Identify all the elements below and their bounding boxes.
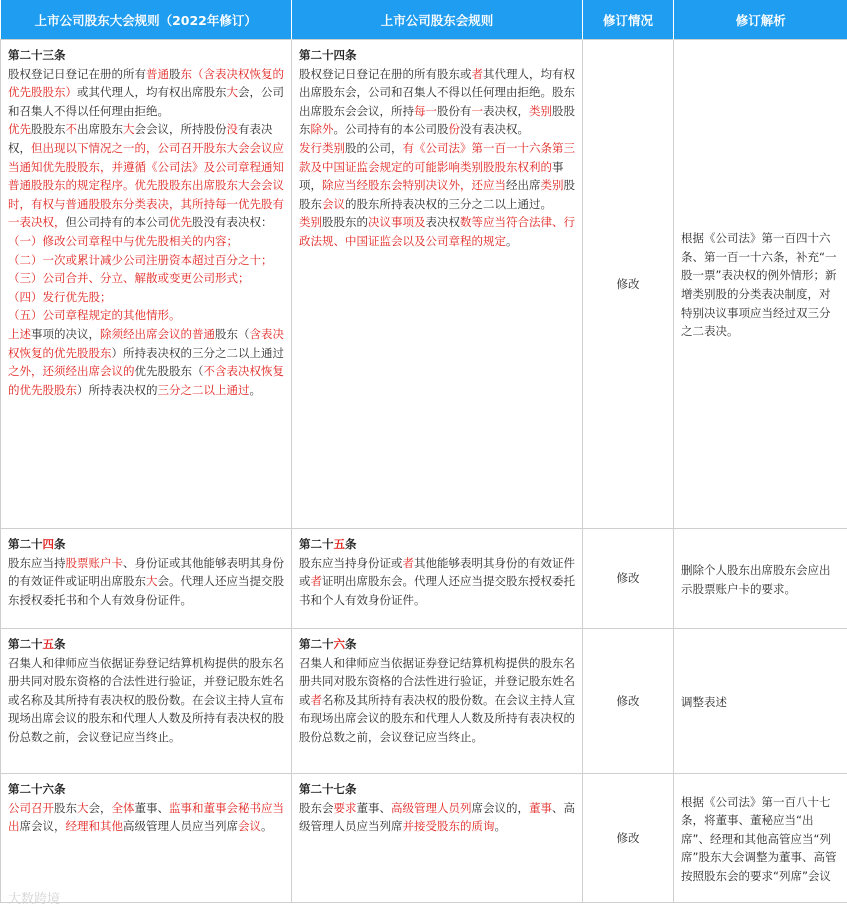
- analysis-cell: 根据《公司法》第一百四十六条、第一百一十六条，补充“一股一票”表决权的例外情形；新增类别股的分类表决制度，对特别决议事项应当经过双三分之二表决。: [674, 40, 847, 529]
- clause-text: 董事、: [356, 800, 391, 815]
- old-article-cell: [1, 529, 292, 629]
- clause-text: 股: [169, 66, 181, 81]
- clause-text: 会会议，所持股份: [134, 122, 227, 137]
- clause-text: 除外: [310, 122, 334, 137]
- clause-text: 表决权，: [483, 103, 529, 118]
- clause-text: （三）公司合并、分立、解散或变更公司形式；: [8, 271, 250, 286]
- article-number: 第二十: [299, 537, 334, 551]
- article-number: 第二十七条: [299, 782, 357, 796]
- clause-text: 不含表决权恢复的优先股股东: [8, 364, 284, 397]
- clause-text: 大: [226, 85, 238, 100]
- article-number: 第二十: [299, 637, 334, 651]
- clause-text: 股东（: [215, 326, 250, 341]
- clause-text: 会议: [238, 819, 261, 834]
- clause-text: 。公司持有的本公司股: [333, 122, 449, 137]
- clause-text: 除须经出席会议的普通: [100, 326, 215, 341]
- article-number: 条: [54, 537, 66, 551]
- clause-text: 股的公司，: [345, 140, 403, 155]
- clause-text: ）所持表决权的: [77, 382, 158, 397]
- clause-text: 。: [261, 819, 273, 834]
- article-number: 五: [333, 537, 345, 551]
- clause-text: 召集人和律师应当依据证券登记结算机构提供的股东名册共同对股东资格的合法性进行验证，并登记股东姓名或名称及其所持有表决权的股份数。在会议主持人宣布现场出席会议的股东和代理人人数及所持有表决权的股份总数之前，会议登记应当终止。: [8, 655, 284, 744]
- clause-text: 股东应当持身份证或: [299, 555, 403, 570]
- clause-text: 并接受股东的质询: [402, 819, 495, 834]
- article-number: 条: [54, 637, 66, 651]
- clause-text: 事项的决议，: [31, 326, 100, 341]
- clause-text: 优先股股东（: [134, 364, 204, 379]
- clause-text: 股没有表决权：: [192, 215, 273, 230]
- clause-text: 其他能够表明其身份的有效证件或: [299, 555, 575, 589]
- clause-text: 会。代理人还应当提交股东授权委托书和个人有效身份证件。: [8, 574, 284, 607]
- clause-text: 或其代理人，均有权出席股东: [77, 85, 227, 100]
- clause-text: 会，公司和召集人不得以任何理由拒绝。: [8, 85, 284, 118]
- clause-text: 但出现以下情况之一的，公司召开股东大会会议应当通知优先股股东，并遵循《公司法》及公司章程通知普通股股东的规定程序。优先股股东出席股东大会会议时，有权与普通股股东分类表决，其所持每一优先股有一表决权，: [8, 140, 284, 230]
- clause-text: 类别: [540, 178, 564, 193]
- clause-text: 名称及其所持有表决权的股份数。在会议主持人宣布现场出席会议的股东和代理人人数及所持有表决权的股份总数之前，会议登记应当终止。: [299, 692, 575, 744]
- clause-text: 优先: [8, 122, 31, 137]
- clause-text: 董事、: [134, 800, 169, 815]
- status-cell: 修改: [583, 629, 674, 774]
- clause-text: （四）发行优先股；: [8, 289, 112, 304]
- watermark-logo: 大数跨境: [8, 892, 61, 907]
- clause-text: 。: [494, 819, 506, 834]
- clause-text: 股股东: [299, 103, 575, 137]
- clause-text: 监事和董事会秘书应当出: [8, 800, 284, 834]
- clause-text: 其代理人，均有权出席股东会，公司和召集人不得以任何理由拒绝。股东出席股东会会议，所持: [299, 66, 575, 118]
- clause-text: 不: [65, 122, 77, 137]
- clause-text: 股份有: [437, 103, 472, 118]
- clause-text: 股东应当持: [8, 555, 66, 570]
- table-row: [1, 529, 847, 629]
- clause-text: 数等应当符合法律、行政法规、中国证监会以及公司章程的规定: [299, 215, 575, 248]
- article-number: 四: [42, 537, 54, 551]
- clause-text: 席会议的，: [471, 800, 529, 815]
- clause-text: 召集人和律师应当依据证券登记结算机构提供的股东名册共同对股东资格的合法性进行验证，并登记股东姓名或: [299, 655, 575, 707]
- header-old-rules: 上市公司股东大会规则（2022年修订）: [1, 0, 292, 40]
- clause-text: 三分之二以上通过: [157, 382, 250, 397]
- old-article-cell: [1, 40, 292, 529]
- clause-text: 之外，还须经出席会议的: [8, 364, 135, 379]
- analysis-cell: 调整表述: [674, 629, 847, 774]
- clause-text: 东（含表决权恢复的优先股股东）: [8, 66, 284, 100]
- clause-text: 发行类别: [299, 140, 345, 155]
- clause-text: 决议事项及: [368, 215, 426, 230]
- table-header-row: [1, 0, 847, 40]
- article-number: 条: [345, 637, 357, 651]
- clause-text: 大: [146, 574, 158, 589]
- clause-text: 、高级管理人员应当列席: [299, 800, 575, 834]
- clause-text: 普通: [146, 66, 169, 81]
- clause-text: 高级管理人员应当列席: [123, 819, 238, 834]
- status-cell: 修改: [583, 774, 674, 903]
- clause-text: 经理和其他: [65, 819, 123, 834]
- clause-text: 股东会: [299, 800, 334, 815]
- article-number: 五: [42, 637, 54, 651]
- clause-text: 一: [471, 103, 483, 118]
- clause-text: 表决权: [425, 215, 460, 230]
- status-cell: 修改: [583, 40, 674, 529]
- clause-text: （一）修改公司章程中与优先股相关的内容；: [8, 233, 238, 248]
- clause-text: 出席股东: [77, 122, 123, 137]
- clause-text: 含表决权恢复的优先股股东: [8, 326, 284, 360]
- article-number: 六: [333, 637, 345, 651]
- clause-text: 除应当经股东会特别决议外，还应当: [322, 178, 506, 193]
- new-article-cell: [292, 774, 583, 903]
- article-number: 第二十四条: [299, 48, 357, 62]
- table-row: [1, 629, 847, 774]
- clause-text: （二）一次或累计减少公司注册资本超过百分之十；: [8, 252, 273, 267]
- clause-text: 类别: [299, 215, 322, 230]
- clause-text: 经出席: [506, 178, 541, 193]
- clause-text: 股东: [54, 800, 77, 815]
- table-row: [1, 40, 847, 529]
- article-number: 第二十: [8, 537, 43, 551]
- clause-text: 者: [471, 66, 483, 81]
- clause-text: 类别: [529, 103, 552, 118]
- clause-text: 每一: [414, 103, 437, 118]
- clause-text: 上述: [8, 326, 31, 341]
- clause-text: 会，: [88, 800, 112, 815]
- clause-text: 。: [249, 382, 261, 397]
- clause-text: 股权登记日登记在册的所有股东或: [299, 66, 472, 81]
- clause-text: 高级管理人员列: [391, 800, 472, 815]
- article-number: 第二十三条: [8, 48, 66, 62]
- clause-text: 。: [506, 233, 518, 248]
- clause-text: 者: [310, 692, 322, 707]
- new-article-cell: [292, 629, 583, 774]
- clause-text: 但公司持有的本公司: [65, 215, 169, 230]
- clause-text: 股票账户卡: [65, 555, 123, 570]
- analysis-cell: 删除个人股东出席股东会应出示股票账户卡的要求。: [674, 529, 847, 629]
- clause-text: 没: [226, 122, 238, 137]
- clause-text: 大: [123, 122, 135, 137]
- clause-text: 没有表决权。: [460, 122, 529, 137]
- clause-text: 者: [402, 555, 414, 570]
- old-article-cell: [1, 774, 292, 903]
- clause-text: 者: [310, 574, 322, 589]
- clause-text: 优先: [169, 215, 192, 230]
- clause-text: 股权登记日登记在册的所有: [8, 66, 146, 81]
- analysis-cell: 根据《公司法》第一百八十七条，将董事、董秘应当“出席”、经理和其他高管应当“列席”股东大会调整为董事、高管按照股东会的要求“列席”会议: [674, 774, 847, 903]
- header-revision-analysis: 修订解析: [674, 0, 847, 40]
- clause-text: 要求: [333, 800, 357, 815]
- clause-text: 有表决权，: [8, 122, 273, 155]
- clause-text: 全体: [111, 800, 135, 815]
- clause-text: 有《公司法》第一百一十六条第三款及中国证监会规定的可能影响类别股股东权利的: [299, 140, 575, 174]
- clause-text: 会议: [322, 196, 345, 211]
- article-number: 第二十六条: [8, 782, 66, 796]
- status-cell: 修改: [583, 529, 674, 629]
- clause-text: 股股东的: [322, 215, 368, 230]
- new-article-cell: [292, 529, 583, 629]
- new-article-cell: [292, 40, 583, 529]
- clause-text: 股股东: [299, 178, 575, 211]
- clause-text: 的股东所持表决权的三分之二以上通过。: [345, 196, 552, 211]
- clause-text: 大: [77, 800, 89, 815]
- table-row: [1, 774, 847, 903]
- clause-text: 证明出席股东会。代理人还应当提交股东授权委托书和个人有效身份证件。: [299, 574, 575, 607]
- clause-text: 份: [448, 122, 460, 137]
- article-number: 第二十: [8, 637, 43, 651]
- clause-text: 股股东: [31, 122, 66, 137]
- clause-text: 公司召开: [8, 800, 54, 815]
- clause-text: 席会议，: [19, 819, 66, 834]
- clause-text: ）所持表决权的三分之二以上通过: [111, 345, 284, 360]
- header-revision-status: 修订情况: [583, 0, 674, 40]
- clause-text: 、身份证或其他能够表明其身份的有效证件或证明出席股东: [8, 555, 284, 589]
- clause-text: 董事: [529, 800, 552, 815]
- header-new-rules: 上市公司股东会规则: [292, 0, 583, 40]
- clause-text: 事项，: [299, 159, 564, 193]
- clause-text: （五）公司章程规定的其他情形。: [8, 308, 181, 323]
- old-article-cell: [1, 629, 292, 774]
- article-number: 条: [345, 537, 357, 551]
